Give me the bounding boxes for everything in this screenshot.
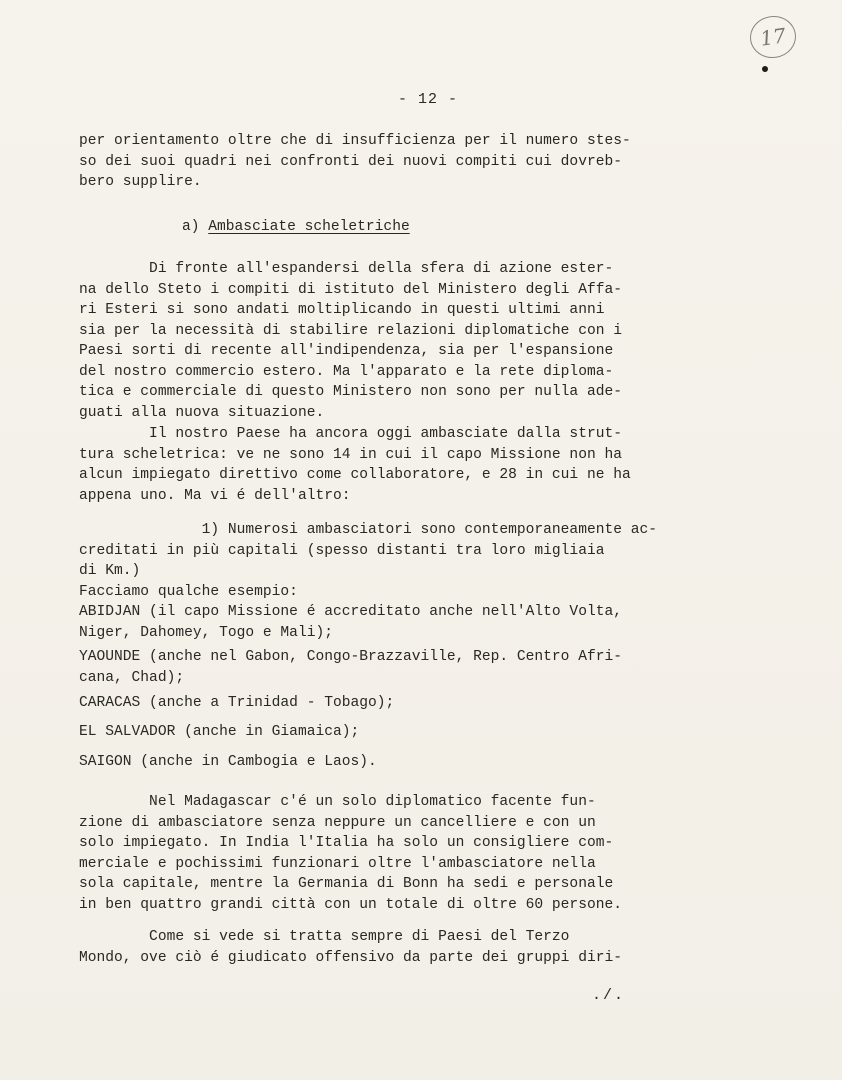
- intro-paragraph: per orientamento oltre che di insufficienza per il numero stes- so dei suoi quadri nei confronti dei nuovi compiti cui dovreb- bero supplire.: [79, 133, 631, 190]
- paragraph-3: Nel Madagascar c'é un solo diplomatico facente fun- zione di ambasciatore senza neppure un cancelliere e con un solo impiegato. In India l'Italia ha solo un consigliere com- merciale e pochissimi funzionari oltre l'ambasciatore nella sola capitale, mentre la Germania di Bonn ha sedi e personale in ben quattro grandi città con un totale di oltre 60 persone.: [79, 794, 622, 913]
- example-yaounde: YAOUNDE (anche nel Gabon, Congo-Brazzaville, Rep. Centro Afri- cana, Chad);: [79, 649, 622, 686]
- ink-dot: [762, 66, 768, 72]
- example-el-salvador: EL SALVADOR (anche in Giamaica);: [79, 724, 360, 740]
- page-number: - 12 -: [398, 91, 459, 108]
- section-heading: [182, 219, 410, 235]
- example-caracas: CARACAS (anche a Trinidad - Tobago);: [79, 695, 395, 711]
- point-1: 1) Numerosi ambasciatori sono contemporaneamente ac- creditati in più capitali (spesso distanti tra loro migliaia di Km.) Facciamo qualche esempio: ABIDJAN (il capo Missione é accreditato anche nell'Alto Volta, Niger, Dahomey, Togo e Mali);: [79, 522, 658, 641]
- archive-stamp: 17: [747, 13, 798, 61]
- continuation-mark: ./.: [592, 987, 626, 1004]
- paragraph-1: Di fronte all'espandersi della sfera di azione ester- na dello Steto i compiti di istituto del Ministero degli Affa- ri Esteri si sono andati moltiplicando in questi ultimi anni sia per la necessità di stabilire relazioni diplomatiche con i Paesi sorti di recente all'indipendenza, sia per l'espansione del nostro commercio estero. Ma l'apparato e la rete diploma- tica e commerciale di questo Ministero non sono per nulla ade- guati alla nuova situazione.: [79, 261, 622, 421]
- section-letter: a): [182, 219, 209, 235]
- section-title: Ambasciate scheletriche: [208, 219, 410, 235]
- example-saigon: SAIGON (anche in Cambogia e Laos).: [79, 754, 377, 770]
- paragraph-4: Come si vede si tratta sempre di Paesi del Terzo Mondo, ove ciò é giudicato offensivo da parte dei gruppi diri-: [79, 929, 622, 966]
- paragraph-2: Il nostro Paese ha ancora oggi ambasciate dalla strut- tura scheletrica: ve ne sono 14 in cui il capo Missione non ha alcun impiegato direttivo come collaboratore, e 28 in cui ne ha appena uno. Ma vi é dell'altro:: [79, 426, 631, 504]
